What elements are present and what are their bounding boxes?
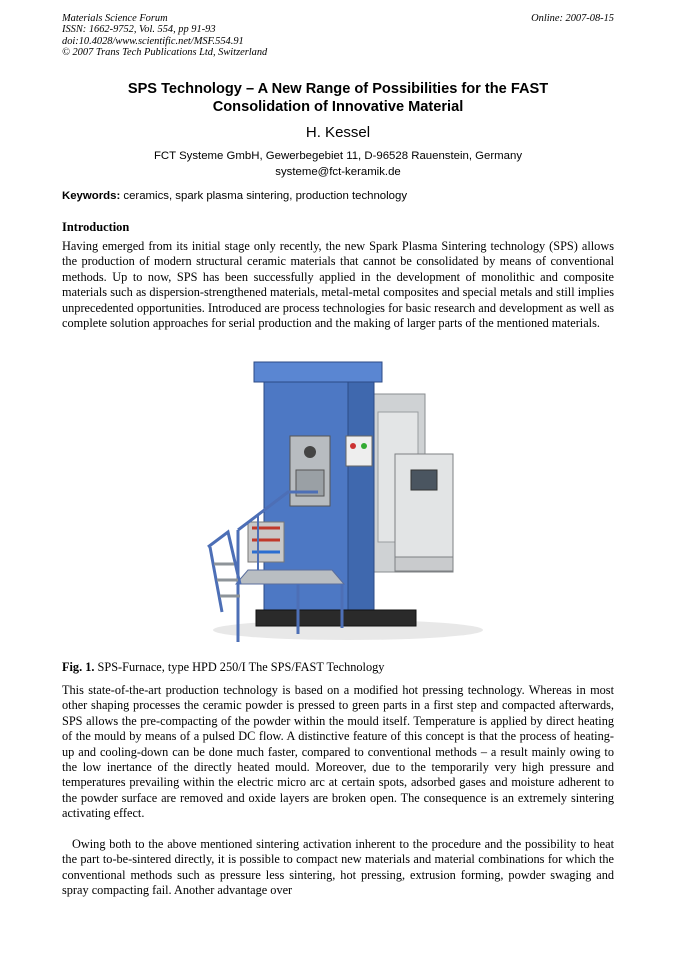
email: systeme@fct-keramik.de: [275, 165, 401, 178]
paper-title: [62, 80, 614, 116]
title-line-2: Consolidation of Innovative Material: [212, 99, 464, 115]
body-paragraph-1: This state-of-the-art production technology is based on a modified hot pressing technology. Whereas in most other shaping processes the ceramic powder is pressed to green parts in a first step and compacted afterwards, SPS allows the pre-compacting of the powder within the mould itself. Temperature is applied by direct heating of the mould by means of a pulsed DC flow. A distinctive feature of this concept is that the process of heating-up and cooling-down can be done much faster, compared to conventional methods – a result mainly owing to the low inertance of the directly heated mould. Moreover, due to the temporarily very high pressure and temperatures prevailing within the electric micro arc at certain spots, adsorbed gases and moisture adherent to the powder surface are removed and oxide layers are broken open. The consequence is an extremely sintering activating effect.: [62, 683, 614, 821]
author-name: H. Kessel: [305, 124, 371, 141]
journal-header: [62, 13, 267, 59]
intro-paragraph: Having emerged from its initial stage only recently, the new Spark Plasma Sintering technology (SPS) allows the production of modern structural ceramic materials that cannot be consolidated by means of conventional methods. Up to now, SPS has been successfully applied in the development of monolithic and composite materials such as dispersion-strengthened materials, metal-metal composites and special metals and still implies unprecedented opportunities. Introduced are process technologies for basic research and development as well as complete solution approaches for serial production and the making of larger parts of the mentioned materials.: [62, 239, 614, 331]
figure-caption: [62, 660, 384, 675]
figure-caption-text: SPS-Furnace, type HPD 250/I The SPS/FAST Technology: [94, 660, 385, 674]
affiliation: FCT Systeme GmbH, Gewerbegebiet 11, D-96528 Rauenstein, Germany: [153, 150, 523, 162]
affiliation-block: [62, 149, 614, 180]
title-line-1: SPS Technology – A New Range of Possibilities for the FAST: [127, 81, 549, 97]
sps-furnace-figure: [198, 352, 488, 647]
online-date: Online: 2007-08-15: [531, 13, 614, 24]
keywords-label: Keywords:: [62, 190, 121, 202]
journal-name: Materials Science Forum: [62, 13, 168, 24]
copyright-line: © 2007 Trans Tech Publications Ltd, Switzerland: [62, 47, 268, 59]
keywords-text: ceramics, spark plasma sintering, production technology: [120, 190, 408, 202]
section-heading-introduction: Introduction: [62, 220, 130, 234]
figure-caption-label: Fig. 1.: [62, 660, 95, 674]
doi-line: doi:10.4028/www.scientific.net/MSF.554.91: [62, 35, 244, 47]
body-paragraph-2: Owing both to the above mentioned sintering activation inherent to the procedure and the possibility to heat the part to-be-sintered directly, it is possible to compact new materials and material combinations for which the conventional methods such as pressure less sintering, hot pressing, extrusion forming, powder swaging and spray compacting fail. Another advantage over: [62, 837, 614, 898]
keywords-line: [62, 190, 614, 202]
issn-line: ISSN: 1662-9752, Vol. 554, pp 91-93: [62, 24, 216, 36]
